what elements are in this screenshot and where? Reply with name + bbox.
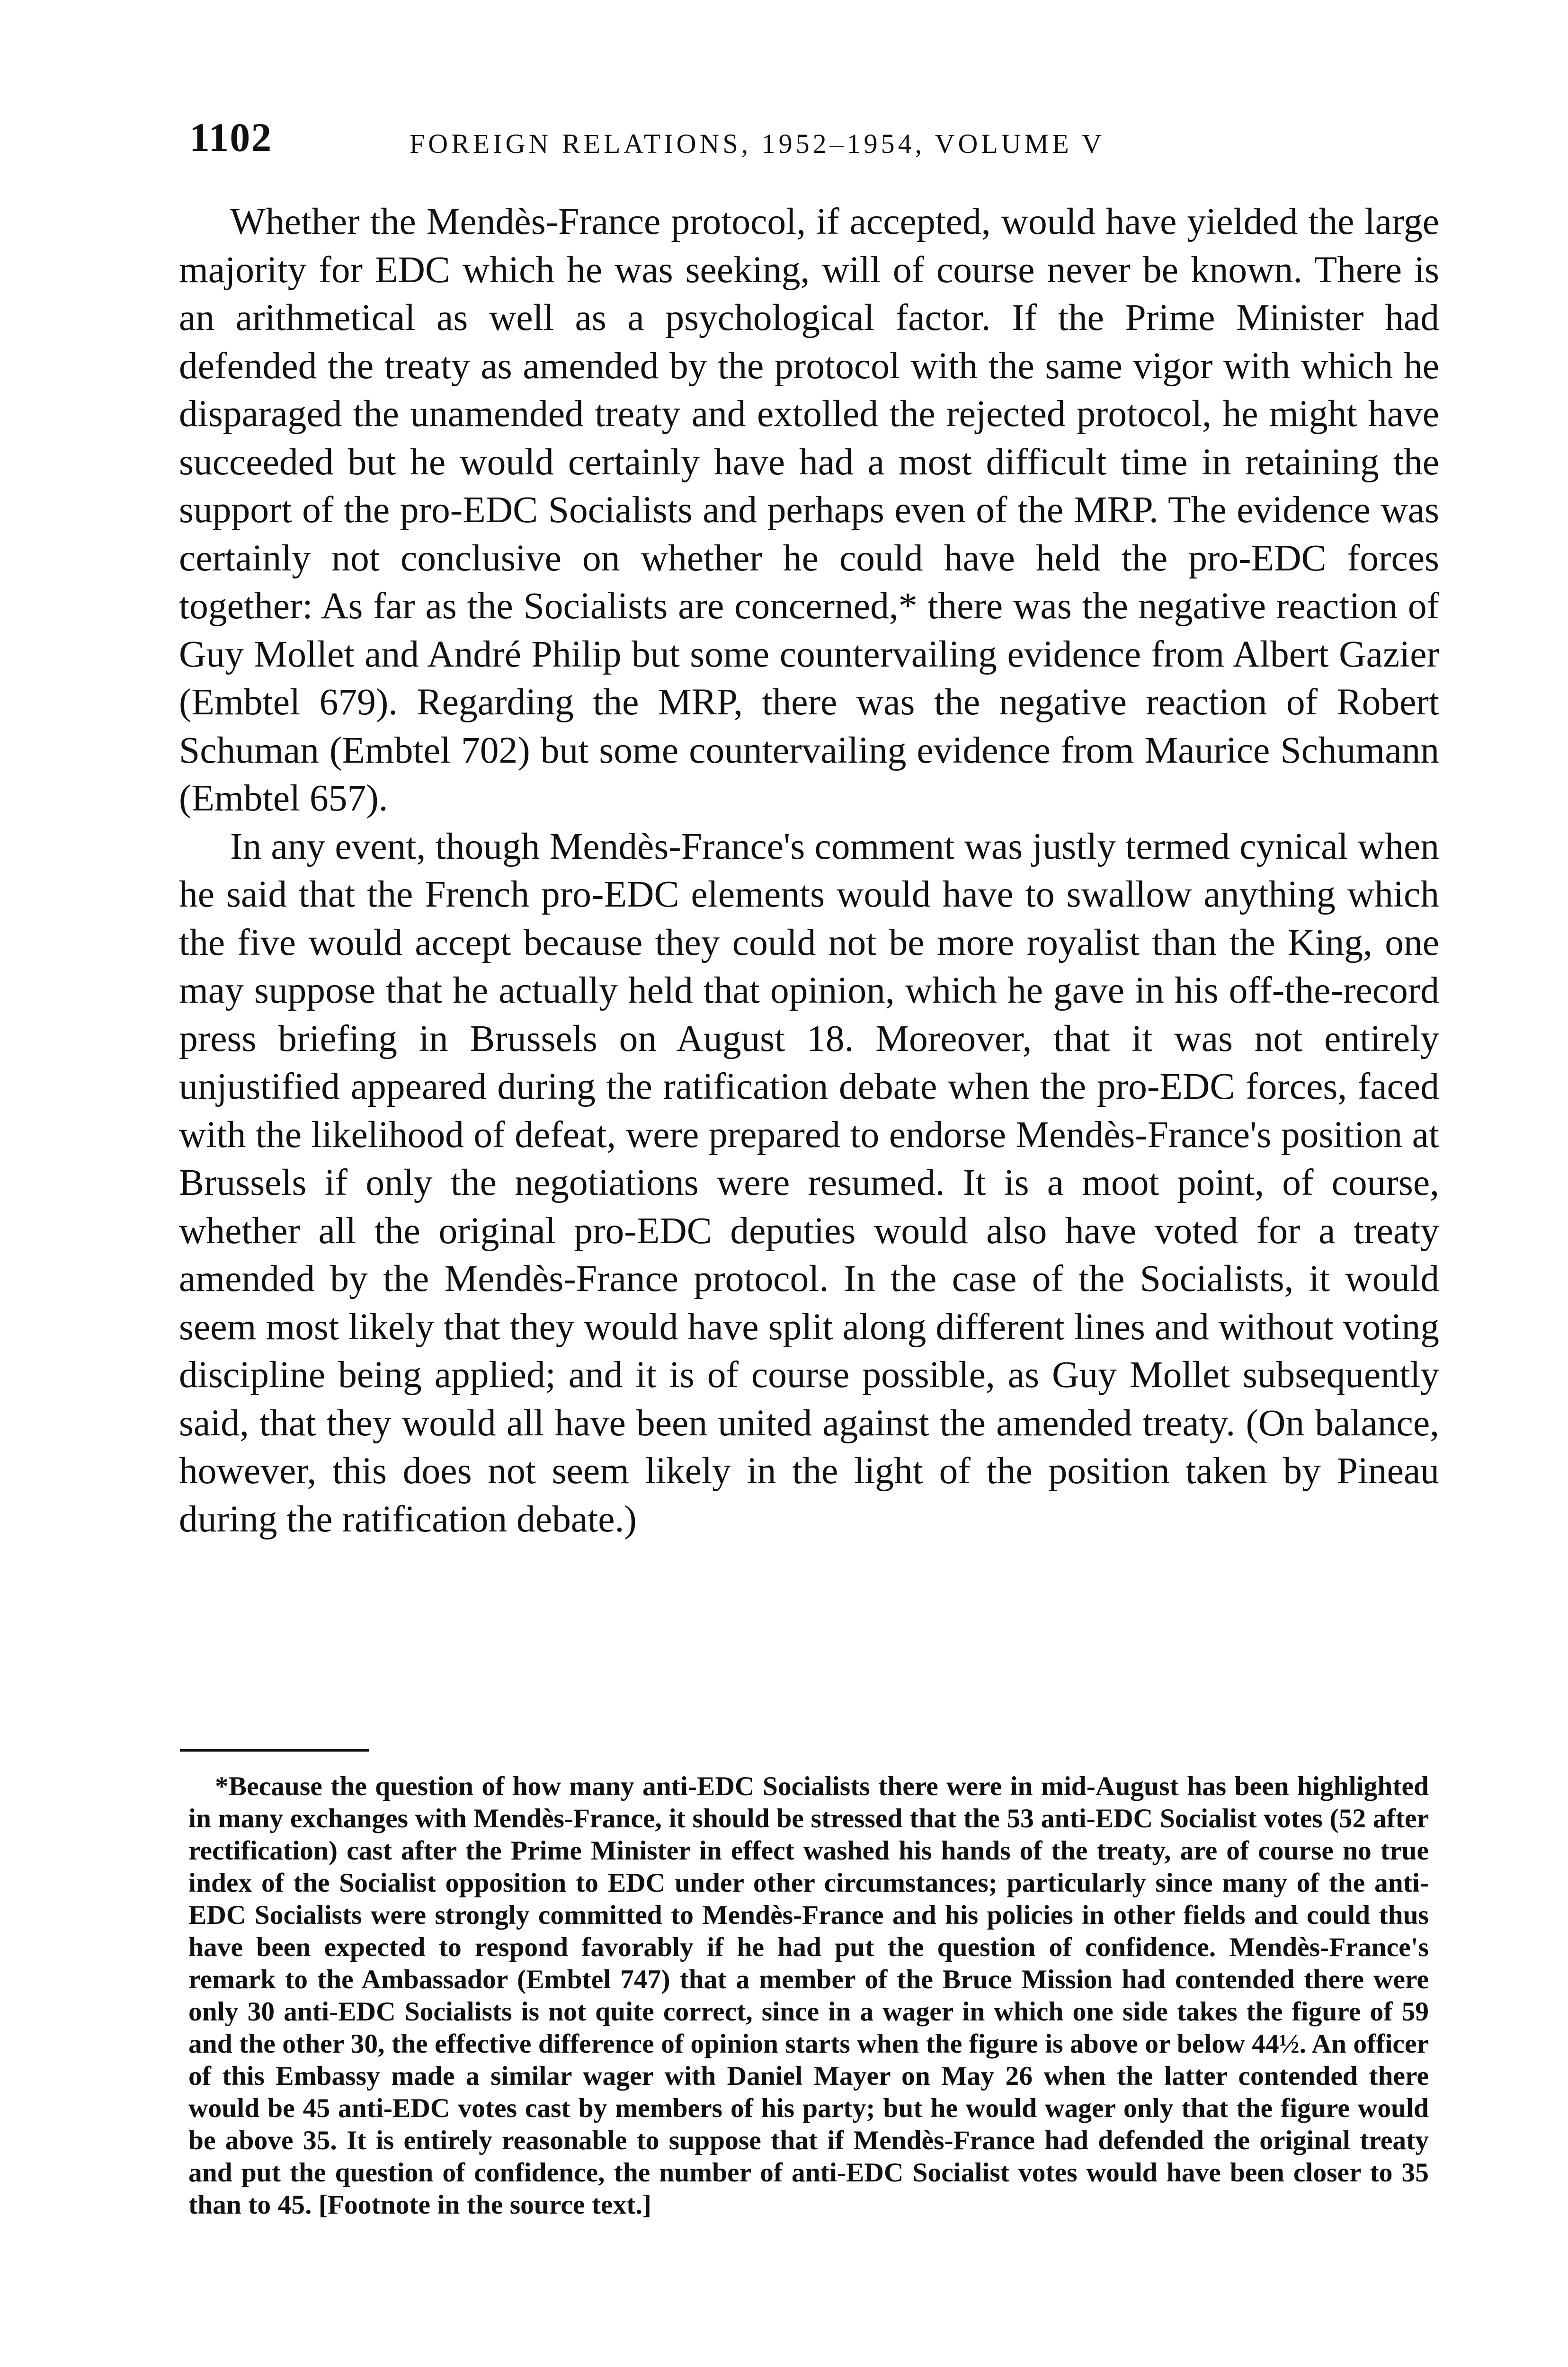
page-header (189, 114, 1439, 166)
running-head: FOREIGN RELATIONS, 1952–1954, VOLUME V (410, 128, 1105, 159)
page-number: 1102 (189, 115, 273, 160)
footnote-divider (180, 1749, 369, 1752)
body-paragraph: Whether the Mendès-France protocol, if accepted, would have yielded the large majority for EDC which he was seeking, will of course never be known. There is an arithmetical as well as a psychological factor. If the Prime Minister had defended the treaty as amended by the protocol with the same vigor with which he disparaged the unamended treaty and extolled the rejected protocol, he might have succeeded but he would certainly have had a most difficult time in retaining the support of the pro-EDC Socialists and perhaps even of the MRP. The evidence was certainly not conclusive on whether he could have held the pro-EDC forces together: As far as the Socialists are concerned,* there was the negative reaction of Guy Mollet and André Philip but some countervailing evidence from Albert Gazier (Embtel 679). Regarding the MRP, there was the negative reaction of Robert Schuman (Embtel 702) but some countervailing evidence from Maurice Schumann (Embtel 657). (179, 201, 1439, 819)
footnote: *Because the question of how many anti-EDC Socialists there were in mid-August has been highlighted in many exchanges with Mendès-France, it should be stressed that the 53 anti-EDC Socialist votes (52 after rectification) cast after the Prime Minister in effect washed his hands of the treaty, are of course no true index of the Socialist opposition to EDC under other circumstances; particularly since many of the anti-EDC Socialists were strongly committed to Mendès-France and his policies in other fields and could thus have been expected to respond favorably if he had put the question of confidence. Mendès-France's remark to the Ambassador (Embtel 747) that a member of the Bruce Mission had contended there were only 30 anti-EDC Socialists is not quite correct, since in a wager in which one side takes the figure of 59 and the other 30, the effective difference of opinion starts when the figure is above or below 44½. An officer of this Embassy made a similar wager with Daniel Mayer on May 26 when the latter contended there would be 45 anti-EDC votes cast by members of his party; but he would wager only that the figure would be above 35. It is entirely reasonable to suppose that if Mendès-France had defended the original treaty and put the question of confidence, the number of anti-EDC Socialist votes would have been closer to 35 than to 45. [Footnote in the source text.] (188, 1771, 1429, 2220)
body-paragraph: In any event, though Mendès-France's comment was justly termed cynical when he said that the French pro-EDC elements would have to swallow anything which the five would accept because they could not be more royalist than the King, one may suppose that he actually held that opinion, which he gave in his off-the-record press briefing in Brussels on August 18. Moreover, that it was not entirely unjustified appeared during the ratification debate when the pro-EDC forces, faced with the likelihood of defeat, were prepared to endorse Mendès-France's position at Brussels if only the negotiations were resumed. It is a moot point, of course, whether all the original pro-EDC deputies would also have voted for a treaty amended by the Mendès-France protocol. In the case of the Socialists, it would seem most likely that they would have split along different lines and without voting discipline being applied; and it is of course possible, as Guy Mollet subsequently said, that they would all have been united against the amended treaty. (On balance, however, this does not seem likely in the light of the position taken by Pineau during the ratification debate.) (179, 825, 1439, 1540)
body-text (179, 198, 1439, 1543)
